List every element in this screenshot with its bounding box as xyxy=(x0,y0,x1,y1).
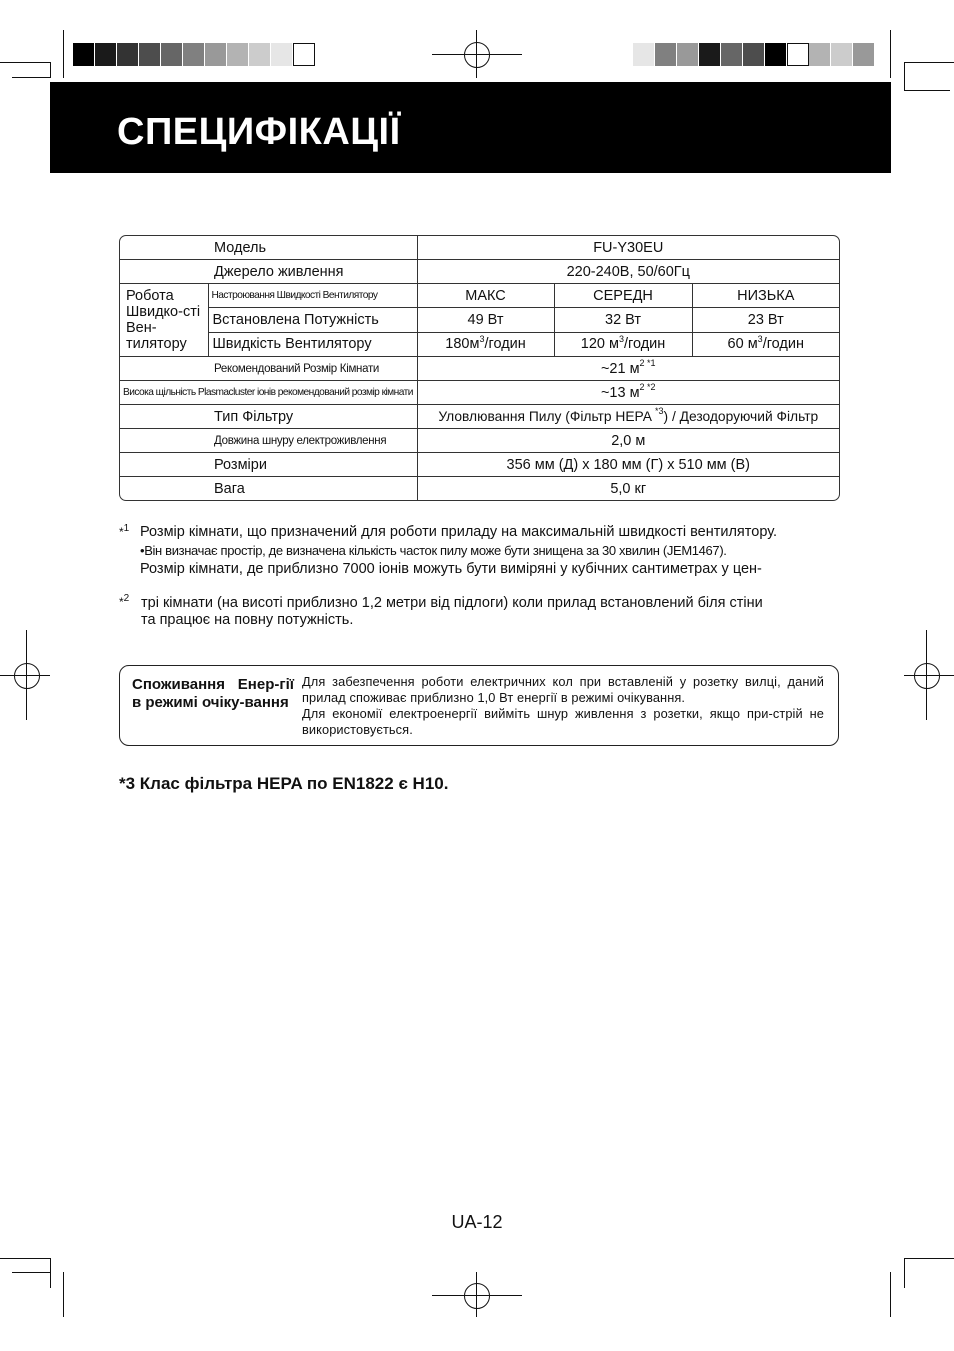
table-row xyxy=(120,477,839,501)
crop-mark xyxy=(63,1272,64,1317)
page-number: UA-12 xyxy=(451,1212,503,1232)
rated-power-label: Встановлена Потужність xyxy=(208,308,417,332)
rated-power-low: 23 Вт xyxy=(692,308,839,332)
filter-type-value: Уловлювання Пилу (Фільтр HEPA $^{*3}$) / Дезодоруючий Фільтр xyxy=(417,405,839,429)
cord-length-label: Довжина шнуру електроживлення xyxy=(120,429,417,453)
color-swatch xyxy=(139,43,161,66)
color-swatch xyxy=(205,43,227,66)
color-swatch xyxy=(249,43,271,66)
table-row xyxy=(120,308,839,332)
weight-value: 5,0 кг xyxy=(417,477,839,501)
crop-mark xyxy=(0,62,50,63)
dimensions-value: 356 мм (Д) x 180 мм (Г) x 510 мм (В) xyxy=(417,453,839,477)
crop-mark xyxy=(12,77,50,78)
table-row xyxy=(120,381,839,405)
color-swatch xyxy=(787,43,809,66)
crop-mark xyxy=(904,90,950,91)
dimensions-label: Розміри xyxy=(120,453,417,477)
crop-mark xyxy=(904,1258,905,1288)
color-swatch xyxy=(161,43,183,66)
fan-setting-max: МАКС xyxy=(417,284,554,308)
weight-label: Вага xyxy=(120,477,417,501)
title-banner xyxy=(50,82,891,173)
standby-power-box xyxy=(119,665,839,746)
air-flow-med: 120 $м^3$/годин xyxy=(554,332,692,356)
crop-mark xyxy=(890,30,891,78)
air-flow-max: $180м^3$/годин xyxy=(417,332,554,356)
specifications-table xyxy=(119,235,840,501)
color-swatch xyxy=(655,43,677,66)
color-swatch xyxy=(633,43,655,66)
plasmacluster-room-value: ~13 $м^{2 *2}$ xyxy=(417,381,839,405)
color-swatch xyxy=(765,43,787,66)
air-flow-label: Швидкість Вентилятору xyxy=(208,332,417,356)
crop-mark xyxy=(50,1258,51,1288)
table-row xyxy=(120,405,839,429)
footnote-2-marker: *$^2$ xyxy=(119,593,130,609)
color-calibration-bar-right xyxy=(633,43,875,66)
color-swatch xyxy=(73,43,95,66)
color-swatch xyxy=(677,43,699,66)
standby-power-paragraph-2: Для економії електроенергії вийміть шнур живлення з розетки, якщо при-стрій не використовується. xyxy=(302,706,824,737)
table-row xyxy=(120,284,839,308)
crop-mark xyxy=(50,62,51,78)
crop-mark xyxy=(12,1272,50,1273)
room-size-value: ~21 $м^{2 *1}$ xyxy=(417,357,839,381)
page-title: СПЕЦИФІКАЦІЇ xyxy=(117,111,401,153)
room-size-label: Рекомендований Розмір Кімнати xyxy=(120,357,417,381)
color-calibration-bar-left xyxy=(73,43,315,66)
color-swatch xyxy=(699,43,721,66)
color-swatch xyxy=(271,43,293,66)
standby-power-heading: Споживання Енер-гії в режимі очіку-вання xyxy=(132,676,294,711)
crop-mark xyxy=(904,62,905,90)
color-swatch xyxy=(721,43,743,66)
crop-mark xyxy=(904,62,954,63)
color-swatch xyxy=(183,43,205,66)
table-row xyxy=(120,429,839,453)
table-row xyxy=(120,453,839,477)
cord-length-value: 2,0 м xyxy=(417,429,839,453)
fan-speed-group-label: Робота Швидко-сті Вен-тилятору xyxy=(120,284,208,357)
model-label: Модель xyxy=(120,236,417,260)
rated-power-med: 32 Вт xyxy=(554,308,692,332)
fan-setting-med: СЕРЕДН xyxy=(554,284,692,308)
table-row xyxy=(120,260,839,284)
power-source-value: 220-240В, 50/60Гц xyxy=(417,260,839,284)
fan-setting-label: Настроювання Швидкості Вентилятору xyxy=(208,284,417,308)
crop-mark xyxy=(890,1272,891,1317)
color-swatch xyxy=(853,43,875,66)
footnote-1-line-1: Розмір кімнати, що призначений для роботи приладу на максимальній швидкості вентилятору. xyxy=(140,524,778,540)
crop-mark xyxy=(904,1258,954,1259)
power-source-label: Джерело живлення xyxy=(120,260,417,284)
color-swatch xyxy=(227,43,249,66)
footnote-1-line-2: •Він визначає простір, де визначена кількість часток пилу може бути знищена за 30 хвилин (JEM1467). xyxy=(140,543,727,558)
table-row xyxy=(120,236,839,260)
color-swatch xyxy=(831,43,853,66)
crop-mark xyxy=(63,30,64,78)
color-swatch xyxy=(743,43,765,66)
air-flow-low: 60 $м^3$/годин xyxy=(692,332,839,356)
footnote-1-marker: *$^1$ xyxy=(119,523,130,539)
standby-power-paragraph-1: Для забезпечення роботи електричних кол при вставленій у розетку вилці, даний прилад споживає приблизно 1,0 Вт енергії в режимі очікування. xyxy=(302,674,824,705)
standby-power-text xyxy=(302,674,824,738)
color-swatch xyxy=(95,43,117,66)
footnote-2-line-1: трі кімнати (на висоті приблизно 1,2 метри від підлоги) коли прилад встановлений біля стіни xyxy=(141,595,763,611)
color-swatch xyxy=(117,43,139,66)
model-value: FU-Y30EU xyxy=(417,236,839,260)
color-swatch xyxy=(809,43,831,66)
color-swatch xyxy=(293,43,315,66)
filter-type-label: Тип Фільтру xyxy=(120,405,417,429)
table-row xyxy=(120,332,839,356)
table-row xyxy=(120,357,839,381)
hepa-class-note: *3 Клас фільтра HEPA по EN1822 є H10. xyxy=(119,774,449,793)
crop-mark xyxy=(0,1258,50,1259)
rated-power-max: 49 Вт xyxy=(417,308,554,332)
plasmacluster-room-label: Висока щільність Plasmacluster іонів рекомендований розмір кімнати xyxy=(120,381,417,405)
fan-setting-low: НИЗЬКА xyxy=(692,284,839,308)
footnote-2-line-2: та працює на повну потужність. xyxy=(141,612,354,628)
footnote-1-line-3: Розмір кімнати, де приблизно 7000 іонів можуть бути виміряні у кубічних сантиметрах у цен- xyxy=(140,561,762,577)
